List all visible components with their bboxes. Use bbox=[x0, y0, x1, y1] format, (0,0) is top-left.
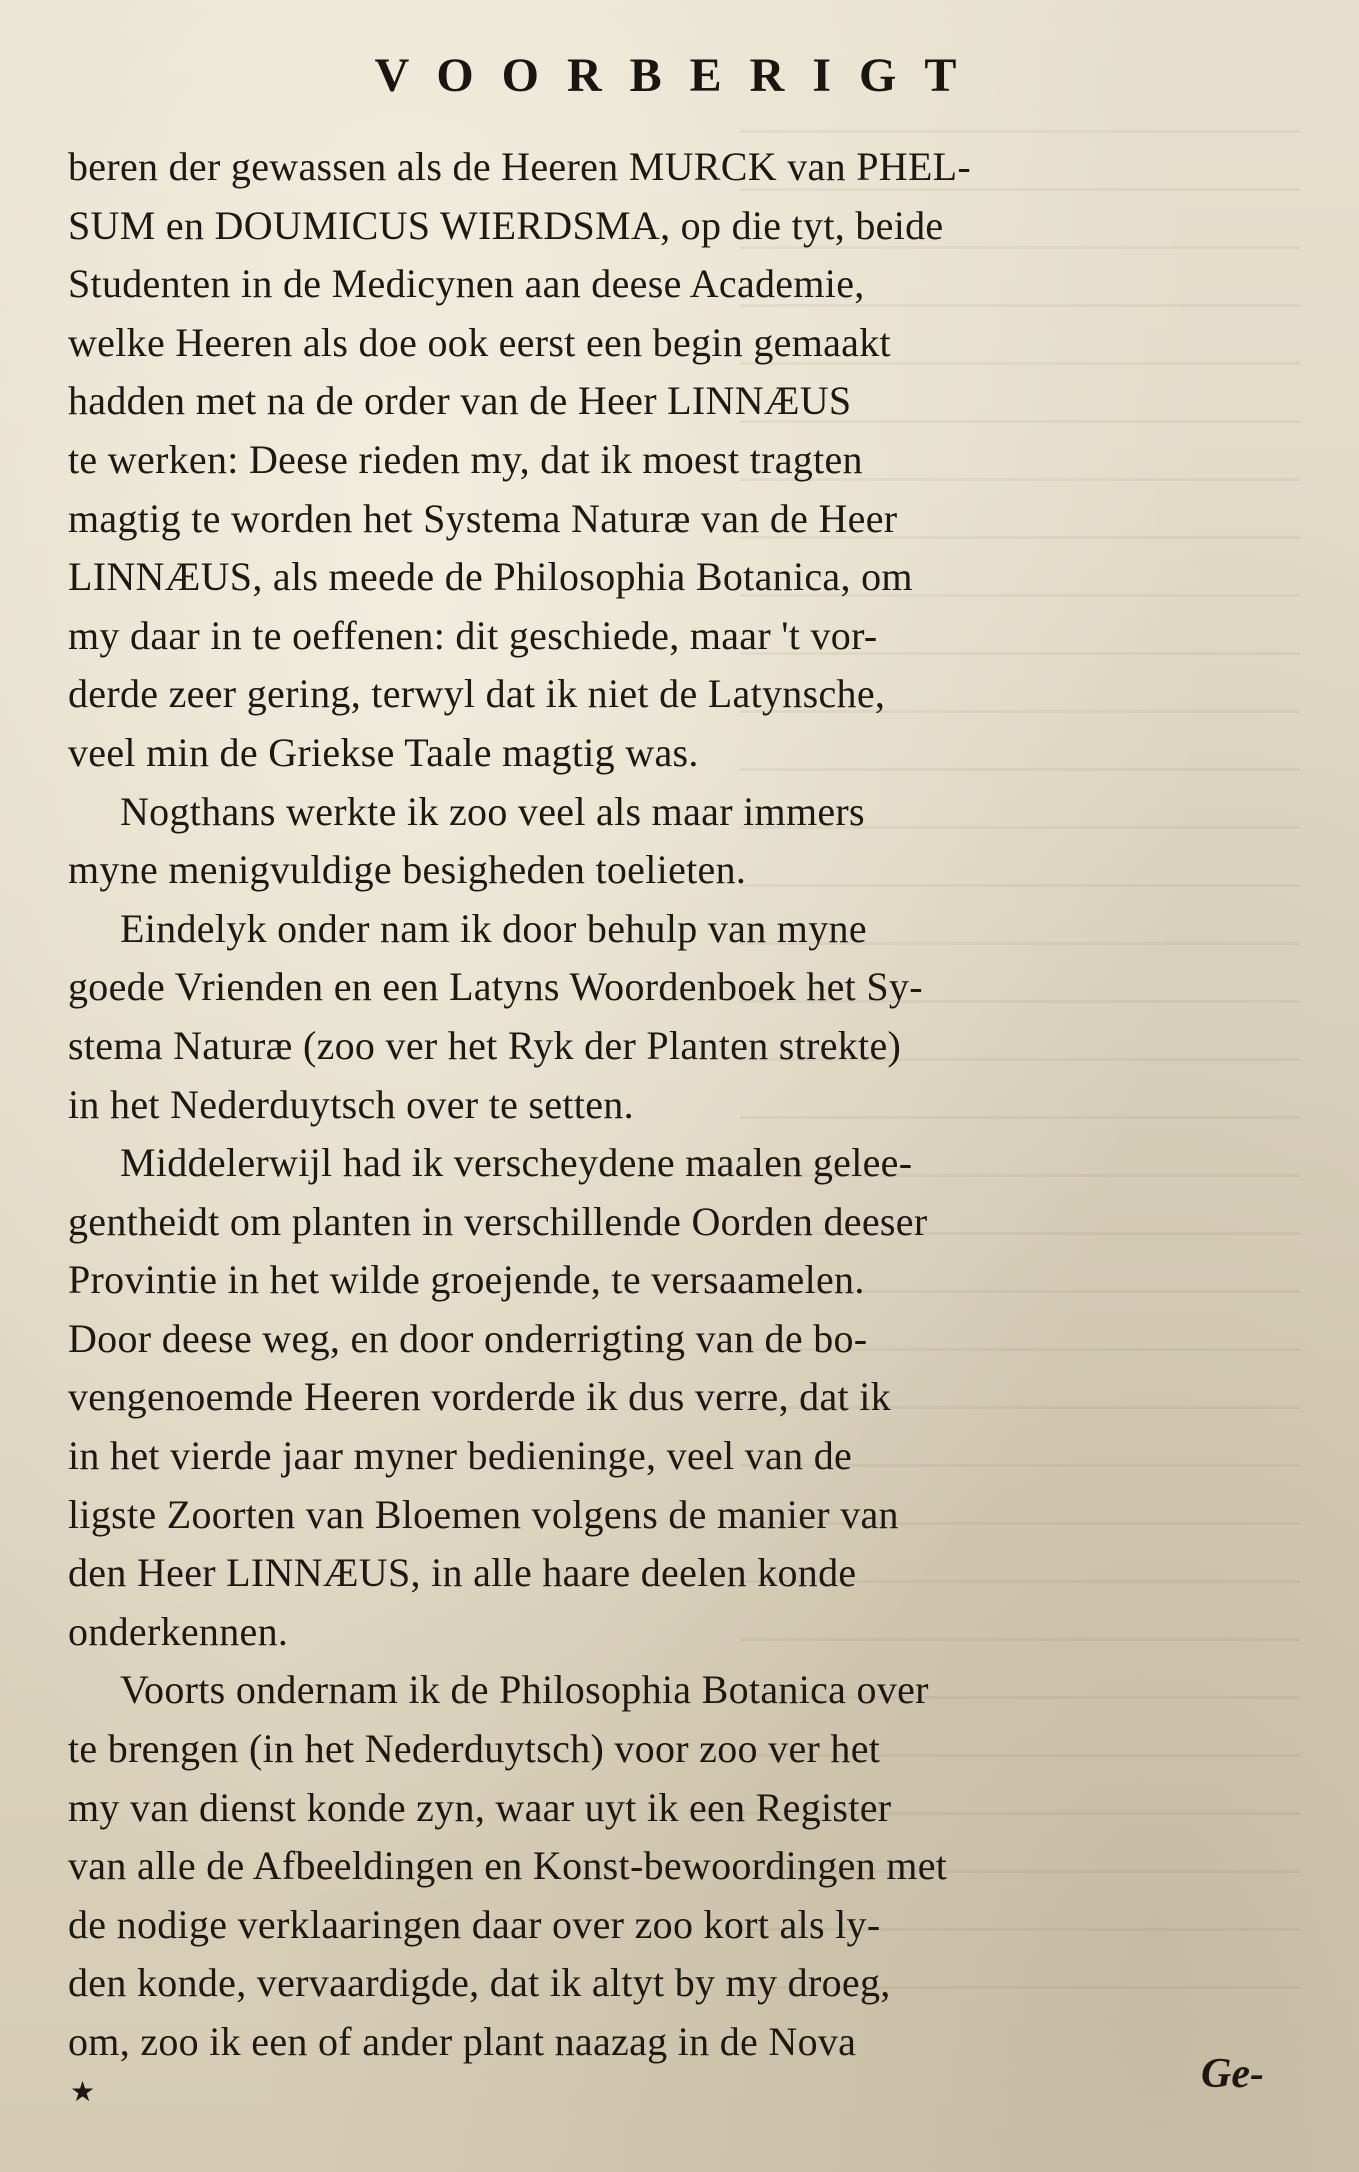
paragraph-start-line: Eindelyk onder nam ik door behulp van myne bbox=[120, 905, 867, 951]
text-line: Studenten in de Medicynen aan deese Academie, bbox=[68, 261, 865, 307]
text-line: derde zeer gering, terwyl dat ik niet de Latynsche, bbox=[68, 671, 886, 717]
text-line: hadden met na de order van de Heer LINNÆUS bbox=[68, 378, 852, 424]
text-line: den konde, vervaardigde, dat ik altyt by my droeg, bbox=[68, 1960, 891, 2006]
text-line: welke Heeren als doe ook eerst een begin gemaakt bbox=[68, 319, 891, 365]
text-line: veel min de Griekse Taale magtig was. bbox=[68, 729, 699, 775]
signature-mark: ★ bbox=[70, 2077, 96, 2108]
text-line: in het vierde jaar myner bedieninge, veel van de bbox=[68, 1433, 853, 1479]
text-line: den Heer LINNÆUS, in alle haare deelen konde bbox=[68, 1550, 857, 1596]
text-line: in het Nederduytsch over te setten. bbox=[68, 1081, 634, 1127]
text-line: LINNÆUS, als meede de Philosophia Botanica, om bbox=[68, 554, 913, 600]
text-line: my daar in te oeffenen: dit geschiede, maar 't vor- bbox=[68, 612, 878, 658]
text-line: om, zoo ik een of ander plant naazag in de Nova bbox=[68, 2019, 857, 2064]
text-line: onderkennen. bbox=[68, 1608, 289, 1654]
text-line: gentheidt om planten in verschillende Oorden deeser bbox=[68, 1198, 928, 1244]
text-line: SUM en DOUMICUS WIERDSMA, op die tyt, beide bbox=[68, 202, 944, 248]
text-line: van alle de Afbeeldingen en Konst-bewoordingen met bbox=[68, 1843, 948, 1889]
catchword: Ge- bbox=[1201, 2051, 1264, 2097]
body-text bbox=[68, 138, 1268, 2072]
paragraph-start-line: Nogthans werkte ik zoo veel als maar immers bbox=[120, 788, 865, 834]
paragraph-start-line: Middelerwijl had ik verscheydene maalen gelee- bbox=[120, 1140, 913, 1186]
text-line: te werken: Deese rieden my, dat ik moest tragten bbox=[68, 436, 863, 482]
text-line: vengenoemde Heeren vorderde ik dus verre, dat ik bbox=[68, 1374, 891, 1420]
text-line: de nodige verklaaringen daar over zoo kort als ly- bbox=[68, 1901, 881, 1947]
text-line: beren der gewassen als de Heeren MURCK van PHEL- bbox=[68, 144, 972, 189]
text-line: Door deese weg, en door onderrigting van de bo- bbox=[68, 1315, 868, 1361]
text-line: stema Naturæ (zoo ver het Ryk der Planten strekte) bbox=[68, 1022, 902, 1068]
text-line: myne menigvuldige besigheden toelieten. bbox=[68, 847, 747, 893]
paragraph-start-line: Voorts ondernam ik de Philosophia Botanica over bbox=[120, 1667, 929, 1713]
running-header: VOORBERIGT bbox=[374, 49, 985, 102]
text-line: magtig te worden het Systema Naturæ van de Heer bbox=[68, 495, 898, 541]
text-line: my van dienst konde zyn, waar uyt ik een Register bbox=[68, 1784, 892, 1830]
text-line: goede Vrienden en een Latyns Woordenboek het Sy- bbox=[68, 964, 923, 1010]
text-line: te brengen (in het Nederduytsch) voor zoo ver het bbox=[68, 1726, 881, 1772]
text-line: Provintie in het wilde groejende, te versaamelen. bbox=[68, 1257, 865, 1303]
text-line: ligste Zoorten van Bloemen volgens de manier van bbox=[68, 1491, 899, 1537]
